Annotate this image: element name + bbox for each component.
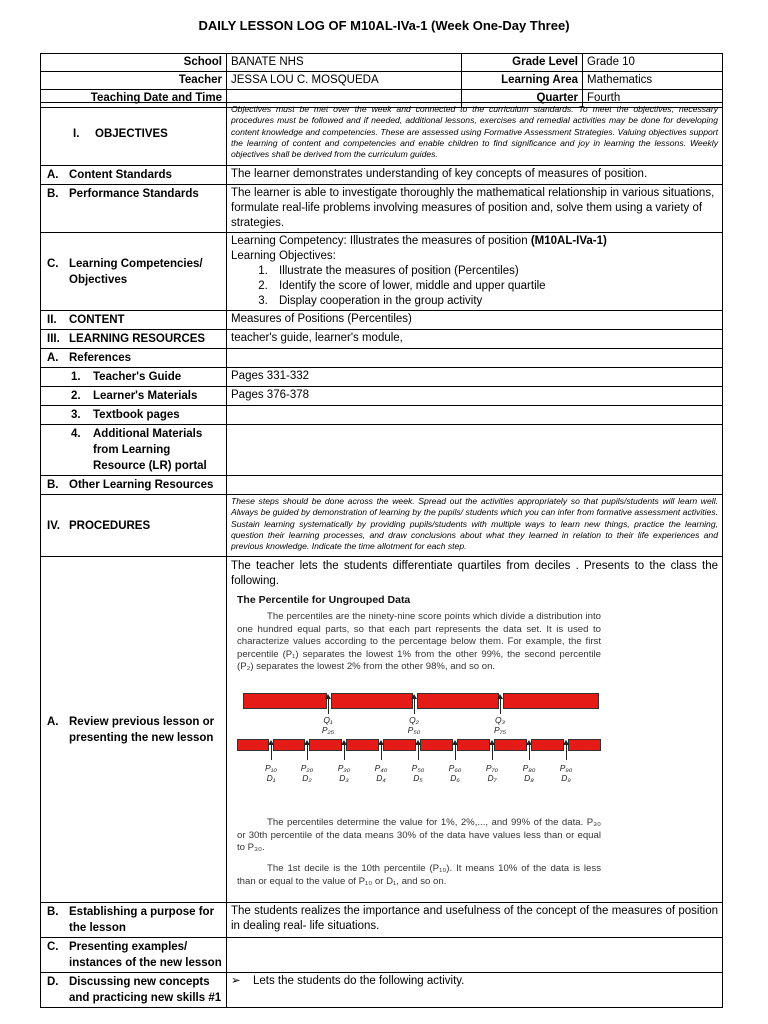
learning-competency-code: (M10AL-IVa-1): [530, 235, 607, 247]
competencies-label: Learning Competencies/ Objectives: [69, 257, 203, 286]
review-intro: The teacher lets the students differentiate quartiles from deciles . Presents to the class the following.: [231, 560, 718, 587]
resources-label: LEARNING RESOURCES: [69, 333, 206, 345]
teacher-label: Teacher: [41, 72, 227, 90]
references-num: A.: [47, 352, 59, 364]
teachers-guide-label: Teacher's Guide: [93, 371, 182, 383]
learning-area-label: Learning Area: [462, 72, 583, 90]
review-row: [41, 557, 723, 903]
quartile-label: Q₃ P₇₅: [493, 715, 507, 735]
decile-arrow: [271, 744, 272, 760]
content-standards-value: The learner demonstrates understanding of key concepts of measures of position.: [227, 166, 723, 185]
textbook-label: Textbook pages: [93, 409, 180, 421]
decile-arrow: [307, 744, 308, 760]
discussing-label: Discussing new concepts and practicing new skills #1: [69, 976, 222, 1004]
review-num: A.: [47, 715, 59, 728]
review-label: Review previous lesson or presenting the new lesson: [69, 715, 215, 744]
figure-title: The Percentile for Ungrouped Data: [237, 594, 411, 606]
learning-competency-text: Learning Competency: Illustrates the measures of position: [231, 235, 531, 247]
procedures-label: PROCEDURES: [69, 519, 151, 532]
learning-objective-item: 2. Identify the score of lower, middle and upper quartile: [271, 279, 718, 294]
additional-materials-label: Additional Materials from Learning Resource (LR) portal: [93, 428, 207, 472]
discussing-row: [41, 973, 723, 1008]
decile-bar: [457, 739, 490, 751]
textbook-value: [227, 406, 723, 425]
lesson-log-table: [40, 102, 723, 1008]
other-resources-value: [227, 476, 723, 495]
content-standards-label: Content Standards: [69, 169, 172, 181]
textbook-num: 3.: [71, 409, 81, 421]
learning-area-value: Mathematics: [583, 72, 723, 90]
content-value: Measures of Positions (Percentiles): [227, 311, 723, 330]
decile-arrow: [492, 744, 493, 760]
performance-standards-num: B.: [47, 188, 59, 200]
purpose-row: [41, 903, 723, 938]
decile-label: P₇₀ D₇: [485, 763, 499, 783]
procedures-num: IV.: [47, 519, 61, 532]
content-row: [41, 311, 723, 330]
performance-standards-row: [41, 185, 723, 233]
quartile-arrow: [328, 698, 329, 714]
other-resources-row: [41, 476, 723, 495]
quarter-label: Quarter: [462, 90, 583, 108]
figure-paragraph-1: The percentiles are the ninety-nine score points which divide a distribution into one hundred equal parts, so that each part represents the data set. It is used to characterize values according to the percentage below them. For example, the first percentile (P₁) separates the lowest 1% from the other 99%, the second percentile (P₂) separates the lowest 2% from the other 98%, and so on.: [237, 611, 601, 673]
percentile-figure: [233, 591, 609, 901]
learners-materials-label: Learner's Materials: [93, 390, 198, 402]
grade-level-label: Grade Level: [462, 54, 583, 72]
decile-label: P₈₀ D₈: [522, 763, 536, 783]
other-resources-label: Other Learning Resources: [69, 479, 214, 491]
teaching-date-label: Teaching Date and Time: [41, 90, 227, 108]
resources-row: [41, 330, 723, 349]
discussing-num: D.: [47, 976, 59, 988]
quarter-value: Fourth: [583, 90, 723, 108]
examples-num: C.: [47, 941, 59, 953]
discussing-value: Lets the students do the following activity.: [253, 975, 465, 987]
learners-materials-num: 2.: [71, 390, 81, 402]
arrow-bullet-icon: ➢: [231, 975, 241, 987]
performance-standards-value: The learner is able to investigate thoroughly the mathematical relationship in various situations, formulate real-life problems involving measures of position and, solve them using a variety of strategies.: [227, 185, 723, 233]
decile-arrow: [344, 744, 345, 760]
textbook-row: [41, 406, 723, 425]
quartile-arrow: [414, 698, 415, 714]
content-label: CONTENT: [69, 314, 125, 326]
performance-standards-label: Performance Standards: [69, 188, 199, 200]
page-title: DAILY LESSON LOG OF M10AL-IVa-1 (Week One-Day Three): [198, 18, 570, 33]
decile-bar: [383, 739, 416, 751]
procedures-note: These steps should be done across the week. Spread out the activities appropriately so that pupils/students will learn well. Always be guided by demonstration of learning by the pupils/ students which you can infer from formative assessment activities. Sustain learning systematically by providing pupils/students with multiple ways to learn new things, practice the learning, question their learning processes, and draw conclusions about what they learned in relation to their life experiences and previous knowledge. Indicate the time allotment for each step.: [227, 495, 723, 557]
grade-level-value: Grade 10: [583, 54, 723, 72]
decile-bar: [273, 739, 305, 751]
procedures-row: [41, 495, 723, 557]
references-row: [41, 349, 723, 368]
decile-arrow: [529, 744, 530, 760]
content-standards-row: [41, 166, 723, 185]
decile-label: P₄₀ D₄: [374, 763, 388, 783]
resources-value: teacher's guide, learner's module,: [227, 330, 723, 349]
quartile-arrow: [500, 698, 501, 714]
learners-materials-value: Pages 376-378: [227, 387, 723, 406]
decile-arrow: [566, 744, 567, 760]
teachers-guide-value: Pages 331-332: [227, 368, 723, 387]
decile-label: P₁₀ D₁: [265, 763, 277, 783]
decile-bar: [309, 739, 342, 751]
figure-paragraph-3: The 1st decile is the 10th percentile (P₁₀). It means 10% of the data is less than or equal to the value of P₁₀ or D₁, and so on.: [237, 863, 601, 887]
examples-value: [227, 938, 723, 973]
decile-bar: [346, 739, 379, 751]
learning-objective-item: 3. Display cooperation in the group activity: [271, 294, 718, 309]
decile-bar: [420, 739, 453, 751]
quartile-label: Q₂ P₅₀: [407, 715, 421, 735]
quartile-label: Q₁ P₂₅: [321, 715, 335, 735]
competencies-row: [41, 233, 723, 311]
learners-materials-row: [41, 387, 723, 406]
teacher-value: JESSA LOU C. MOSQUEDA: [227, 72, 462, 90]
competencies-num: C.: [47, 257, 59, 270]
quartile-bar: [503, 693, 599, 709]
decile-bar: [494, 739, 527, 751]
content-standards-num: A.: [47, 169, 59, 181]
teachers-guide-row: [41, 368, 723, 387]
objectives-row: [41, 103, 723, 166]
other-resources-num: B.: [47, 479, 59, 491]
content-num: II.: [47, 314, 57, 326]
decile-label: P₆₀ D₆: [448, 763, 462, 783]
figure-paragraph-2: The percentiles determine the value for 1%, 2%,..., and 99% of the data. P₃₀ or 30th percentile of the data means 30% of the data have values less than or equal to P₃₀.: [237, 817, 601, 854]
decile-arrow: [381, 744, 382, 760]
decile-label: P₂₀ D₂: [300, 763, 314, 783]
school-label: School: [41, 54, 227, 72]
decile-label: P₅₀ D₅: [411, 763, 425, 783]
examples-label: Presenting examples/ instances of the new lesson: [69, 941, 222, 969]
decile-arrow: [455, 744, 456, 760]
objectives-label: OBJECTIVES: [95, 128, 168, 140]
purpose-value: The students realizes the importance and usefulness of the concept of the measures of position in dealing real- life situations.: [227, 903, 723, 938]
decile-label: P₉₀ D₉: [559, 763, 573, 783]
teachers-guide-num: 1.: [71, 371, 81, 383]
learning-objectives-list: [231, 264, 718, 309]
header-table: [40, 53, 723, 108]
quartile-bar: [417, 693, 499, 709]
additional-materials-num: 4.: [71, 428, 81, 440]
decile-bar: [531, 739, 564, 751]
decile-bar: [568, 739, 601, 751]
objectives-num: I.: [73, 128, 80, 140]
examples-row: [41, 938, 723, 973]
purpose-num: B.: [47, 906, 59, 918]
quartile-bar: [243, 693, 327, 709]
references-label: References: [69, 352, 132, 364]
quartile-bar: [331, 693, 413, 709]
learning-objectives-label: Learning Objectives:: [231, 250, 336, 262]
objectives-note: Objectives must be met over the week and connected to the curriculum standards. To meet the objectives, necessary procedures must be followed and if needed, additional lessons, exercises and remedial activities may be done for developing content knowledge and competencies. These are assessed using Formative Assessment Strategies. Valuing objectives support the learning of content and competencies and enable children to find significance and joy in learning the lessons. Weekly objectives shall be derived from the curriculum guides.: [227, 103, 723, 166]
purpose-label: Establishing a purpose for the lesson: [69, 906, 215, 934]
school-value: BANATE NHS: [227, 54, 462, 72]
decile-arrow: [418, 744, 419, 760]
decile-bar: [237, 739, 269, 751]
additional-materials-row: [41, 425, 723, 476]
learning-objective-item: 1. Illustrate the measures of position (Percentiles): [271, 264, 718, 279]
resources-num: III.: [47, 333, 60, 345]
decile-label: P₃₀ D₃: [337, 763, 351, 783]
additional-materials-value: [227, 425, 723, 476]
